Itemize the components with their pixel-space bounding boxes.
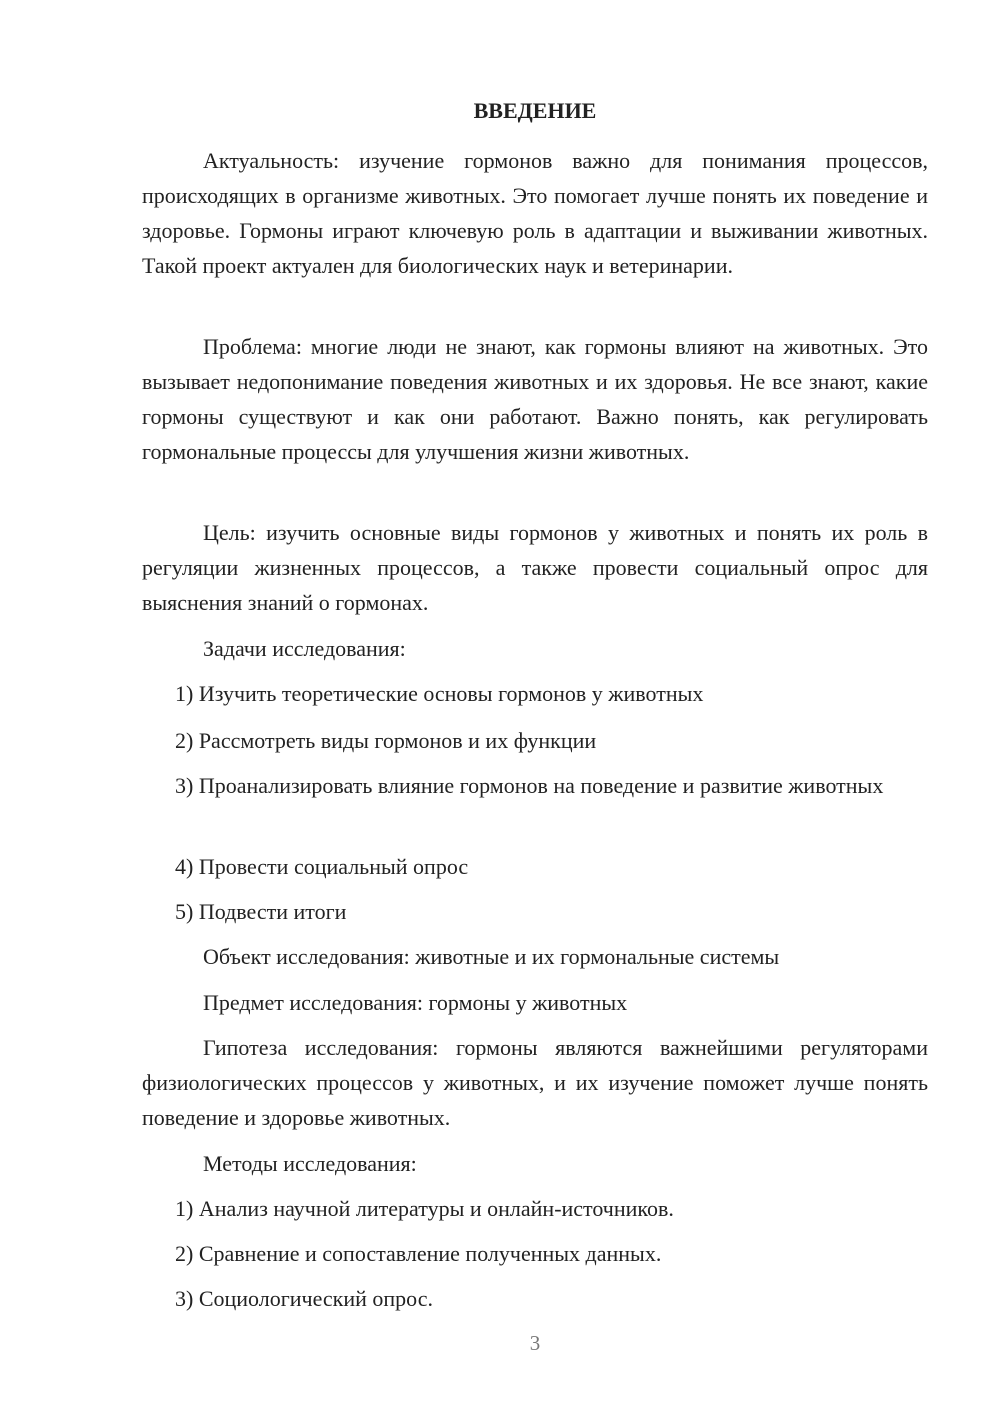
paragraph-hypothesis: Гипотеза исследования: гормоны являются важнейшими регуляторами физиологических процессов у животных, и их изучение поможет лучше понять поведение и здоровье животных. bbox=[142, 1035, 928, 1130]
page-title: ВВЕДЕНИЕ bbox=[473, 98, 597, 123]
task-item-1: 1) Изучить теоретические основы гормонов у животных bbox=[175, 681, 704, 706]
task-item-3: 3) Проанализировать влияние гормонов на поведение и развитие животных bbox=[175, 773, 884, 798]
paragraph-goal: Цель: изучить основные виды гормонов у животных и понять их роль в регуляции жизненных процессов, а также провести социальный опрос для выяснения знаний о гормонах. bbox=[142, 520, 928, 615]
page-number: 3 bbox=[529, 1331, 541, 1355]
method-item-3: 3) Социологический опрос. bbox=[175, 1286, 433, 1311]
paragraph-subject: Предмет исследования: гормоны у животных bbox=[203, 990, 628, 1015]
paragraph-problem: Проблема: многие люди не знают, как гормоны влияют на животных. Это вызывает недопонимание поведения животных и их здоровья. Не все знают, какие гормоны существуют и как они работают. Важно понять, как регулировать гормональные процессы для улучшения жизни животных. bbox=[142, 334, 928, 464]
task-item-4: 4) Провести социальный опрос bbox=[175, 854, 469, 879]
tasks-heading: Задачи исследования: bbox=[203, 636, 406, 661]
task-item-5: 5) Подвести итоги bbox=[175, 899, 347, 924]
method-item-1: 1) Анализ научной литературы и онлайн-источников. bbox=[175, 1196, 674, 1221]
paragraph-relevance: Актуальность: изучение гормонов важно для понимания процессов, происходящих в организме животных. Это помогает лучше понять их поведение и здоровье. Гормоны играют ключевую роль в адаптации и выживании животных. Такой проект актуален для биологических наук и ветеринарии. bbox=[142, 148, 928, 278]
methods-heading: Методы исследования: bbox=[203, 1151, 417, 1176]
task-item-2: 2) Рассмотреть виды гормонов и их функции bbox=[175, 728, 597, 753]
method-item-2: 2) Сравнение и сопоставление полученных данных. bbox=[175, 1241, 662, 1266]
paragraph-object: Объект исследования: животные и их гормональные системы bbox=[203, 944, 780, 969]
